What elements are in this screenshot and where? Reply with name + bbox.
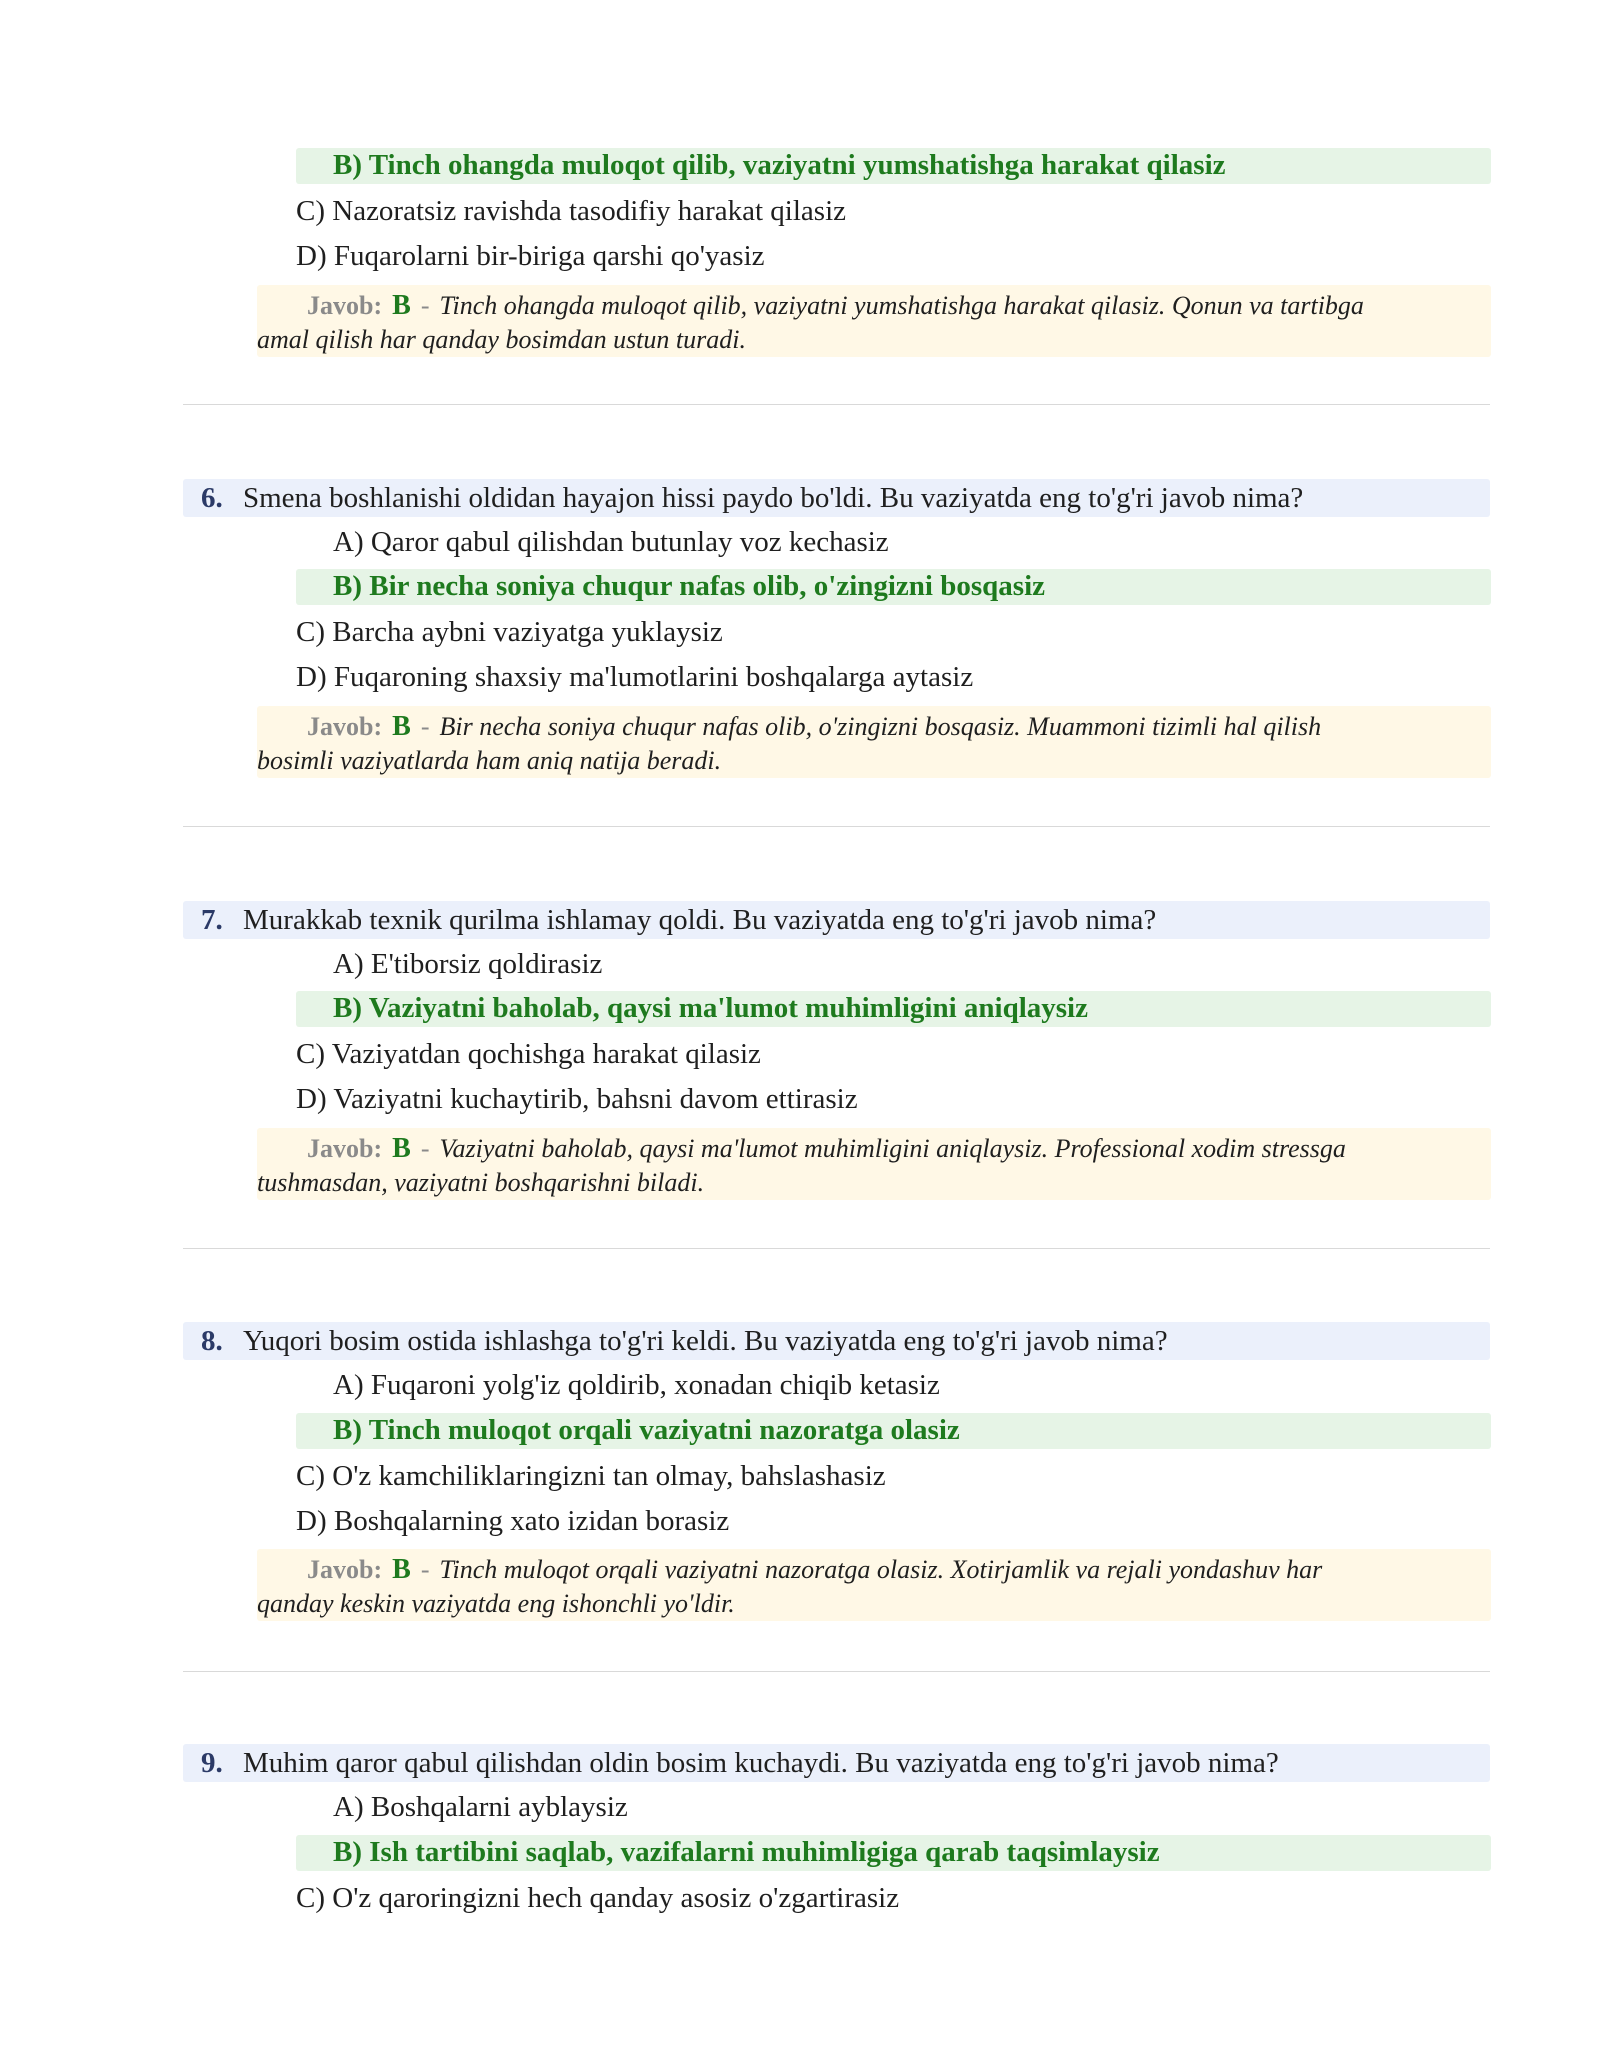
- q7-header: [183, 901, 1490, 939]
- q6-answer-letter: B: [392, 711, 411, 742]
- q7-answer-letter: B: [392, 1133, 411, 1164]
- q6-option-b-text: B) Bir necha soniya chuqur nafas olib, o'zingizni bosqasiz: [333, 570, 1046, 602]
- q5-answer-explanation: Tinch ohangda muloqot qilib, vaziyatni yumshatishga harakat qilasiz. Qonun va tartibga: [439, 291, 1364, 320]
- q6-answer-box: [257, 706, 1491, 778]
- q8-option-d[interactable]: D) Boshqalarning xato izidan borasiz: [296, 1505, 730, 1537]
- q6-number: 6.: [201, 482, 223, 514]
- q7-answer-explanation-cont: tushmasdan, vaziyatni boshqarishni biladi.: [257, 1168, 705, 1197]
- separator: [183, 826, 1490, 827]
- q7-answer-dash: -: [420, 1134, 430, 1163]
- q6-answer-explanation: Bir necha soniya chuqur nafas olib, o'zingizni bosqasiz. Muammoni tizimli hal qilish: [439, 712, 1322, 741]
- q9-header: [183, 1744, 1490, 1782]
- q8-question: Yuqori bosim ostida ishlashga to'g'ri keldi. Bu vaziyatda eng to'g'ri javob nima?: [243, 1325, 1168, 1357]
- q9-number: 9.: [201, 1747, 223, 1779]
- q6-answer-explanation-cont: bosimli vaziyatlarda ham aniq natija beradi.: [257, 746, 722, 775]
- q7-answer-label: Javob:: [307, 1134, 383, 1163]
- q9-option-c[interactable]: C) O'z qaroringizni hech qanday asosiz o'zgartirasiz: [296, 1882, 900, 1914]
- separator: [183, 404, 1490, 405]
- q6-answer-dash: -: [420, 712, 430, 741]
- q7-answer-explanation: Vaziyatni baholab, qaysi ma'lumot muhimligini aniqlaysiz. Professional xodim stressga: [439, 1134, 1346, 1163]
- q5-option-b-correct[interactable]: [296, 148, 1491, 184]
- q7-question: Murakkab texnik qurilma ishlamay qoldi. Bu vaziyatda eng to'g'ri javob nima?: [243, 904, 1157, 936]
- q7-answer-box: [257, 1128, 1491, 1200]
- q6-answer-line1: [307, 711, 1321, 743]
- q8-header: [183, 1322, 1490, 1360]
- q7-option-a[interactable]: A) E'tiborsiz qoldirasiz: [333, 948, 603, 980]
- q5-answer-dash: -: [420, 291, 430, 320]
- q8-answer-explanation-cont: qanday keskin vaziyatda eng ishonchli yo'ldir.: [257, 1589, 735, 1618]
- q5-answer-box: [257, 285, 1491, 357]
- q9-option-b-text: B) Ish tartibini saqlab, vazifalarni muhimligiga qarab taqsimlaysiz: [333, 1836, 1160, 1868]
- q5-answer-explanation-cont: amal qilish har qanday bosimdan ustun turadi.: [257, 325, 746, 354]
- q8-answer-label: Javob:: [307, 1555, 383, 1584]
- q9-option-b-correct[interactable]: [296, 1835, 1491, 1871]
- q8-answer-dash: -: [420, 1555, 430, 1584]
- q6-option-b-correct[interactable]: [296, 569, 1491, 605]
- q7-answer-line1: [307, 1133, 1346, 1165]
- q6-header: [183, 479, 1490, 517]
- q5-answer-label: Javob:: [307, 291, 383, 320]
- q7-number: 7.: [201, 904, 223, 936]
- separator: [183, 1248, 1490, 1249]
- separator: [183, 1671, 1490, 1672]
- q8-answer-line1: [307, 1554, 1322, 1586]
- q8-option-a[interactable]: A) Fuqaroni yolg'iz qoldirib, xonadan chiqib ketasiz: [333, 1369, 940, 1401]
- q6-question: Smena boshlanishi oldidan hayajon hissi paydo bo'ldi. Bu vaziyatda eng to'g'ri javob nima?: [243, 482, 1304, 514]
- q8-answer-box: [257, 1549, 1491, 1621]
- q7-option-b-correct[interactable]: [296, 991, 1491, 1027]
- q8-option-c[interactable]: C) O'z kamchiliklaringizni tan olmay, bahslashasiz: [296, 1460, 886, 1492]
- q7-option-d[interactable]: D) Vaziyatni kuchaytirib, bahsni davom ettirasiz: [296, 1083, 858, 1115]
- q6-option-d[interactable]: D) Fuqaroning shaxsiy ma'lumotlarini boshqalarga aytasiz: [296, 661, 974, 693]
- q5-option-b-text: B) Tinch ohangda muloqot qilib, vaziyatni yumshatishga harakat qilasiz: [333, 149, 1226, 181]
- q9-option-a[interactable]: A) Boshqalarni ayblaysiz: [333, 1791, 628, 1823]
- q8-number: 8.: [201, 1325, 223, 1357]
- q6-option-c[interactable]: C) Barcha aybni vaziyatga yuklaysiz: [296, 616, 723, 648]
- q7-option-b-text: B) Vaziyatni baholab, qaysi ma'lumot muhimligini aniqlaysiz: [333, 992, 1088, 1024]
- q5-answer-letter: B: [392, 290, 411, 321]
- q8-answer-explanation: Tinch muloqot orqali vaziyatni nazoratga olasiz. Xotirjamlik va rejali yondashuv har: [439, 1555, 1323, 1584]
- q5-option-c[interactable]: C) Nazoratsiz ravishda tasodifiy harakat qilasiz: [296, 195, 846, 227]
- q7-option-c[interactable]: C) Vaziyatdan qochishga harakat qilasiz: [296, 1038, 761, 1070]
- q6-answer-label: Javob:: [307, 712, 383, 741]
- q8-answer-letter: B: [392, 1554, 411, 1585]
- q8-option-b-text: B) Tinch muloqot orqali vaziyatni nazoratga olasiz: [333, 1414, 960, 1446]
- q9-question: Muhim qaror qabul qilishdan oldin bosim kuchaydi. Bu vaziyatda eng to'g'ri javob nima?: [243, 1747, 1279, 1779]
- q8-option-b-correct[interactable]: [296, 1413, 1491, 1449]
- q6-option-a[interactable]: A) Qaror qabul qilishdan butunlay voz kechasiz: [333, 526, 889, 558]
- q5-answer-line1: [307, 290, 1364, 322]
- q5-option-d[interactable]: D) Fuqarolarni bir-biriga qarshi qo'yasiz: [296, 240, 765, 272]
